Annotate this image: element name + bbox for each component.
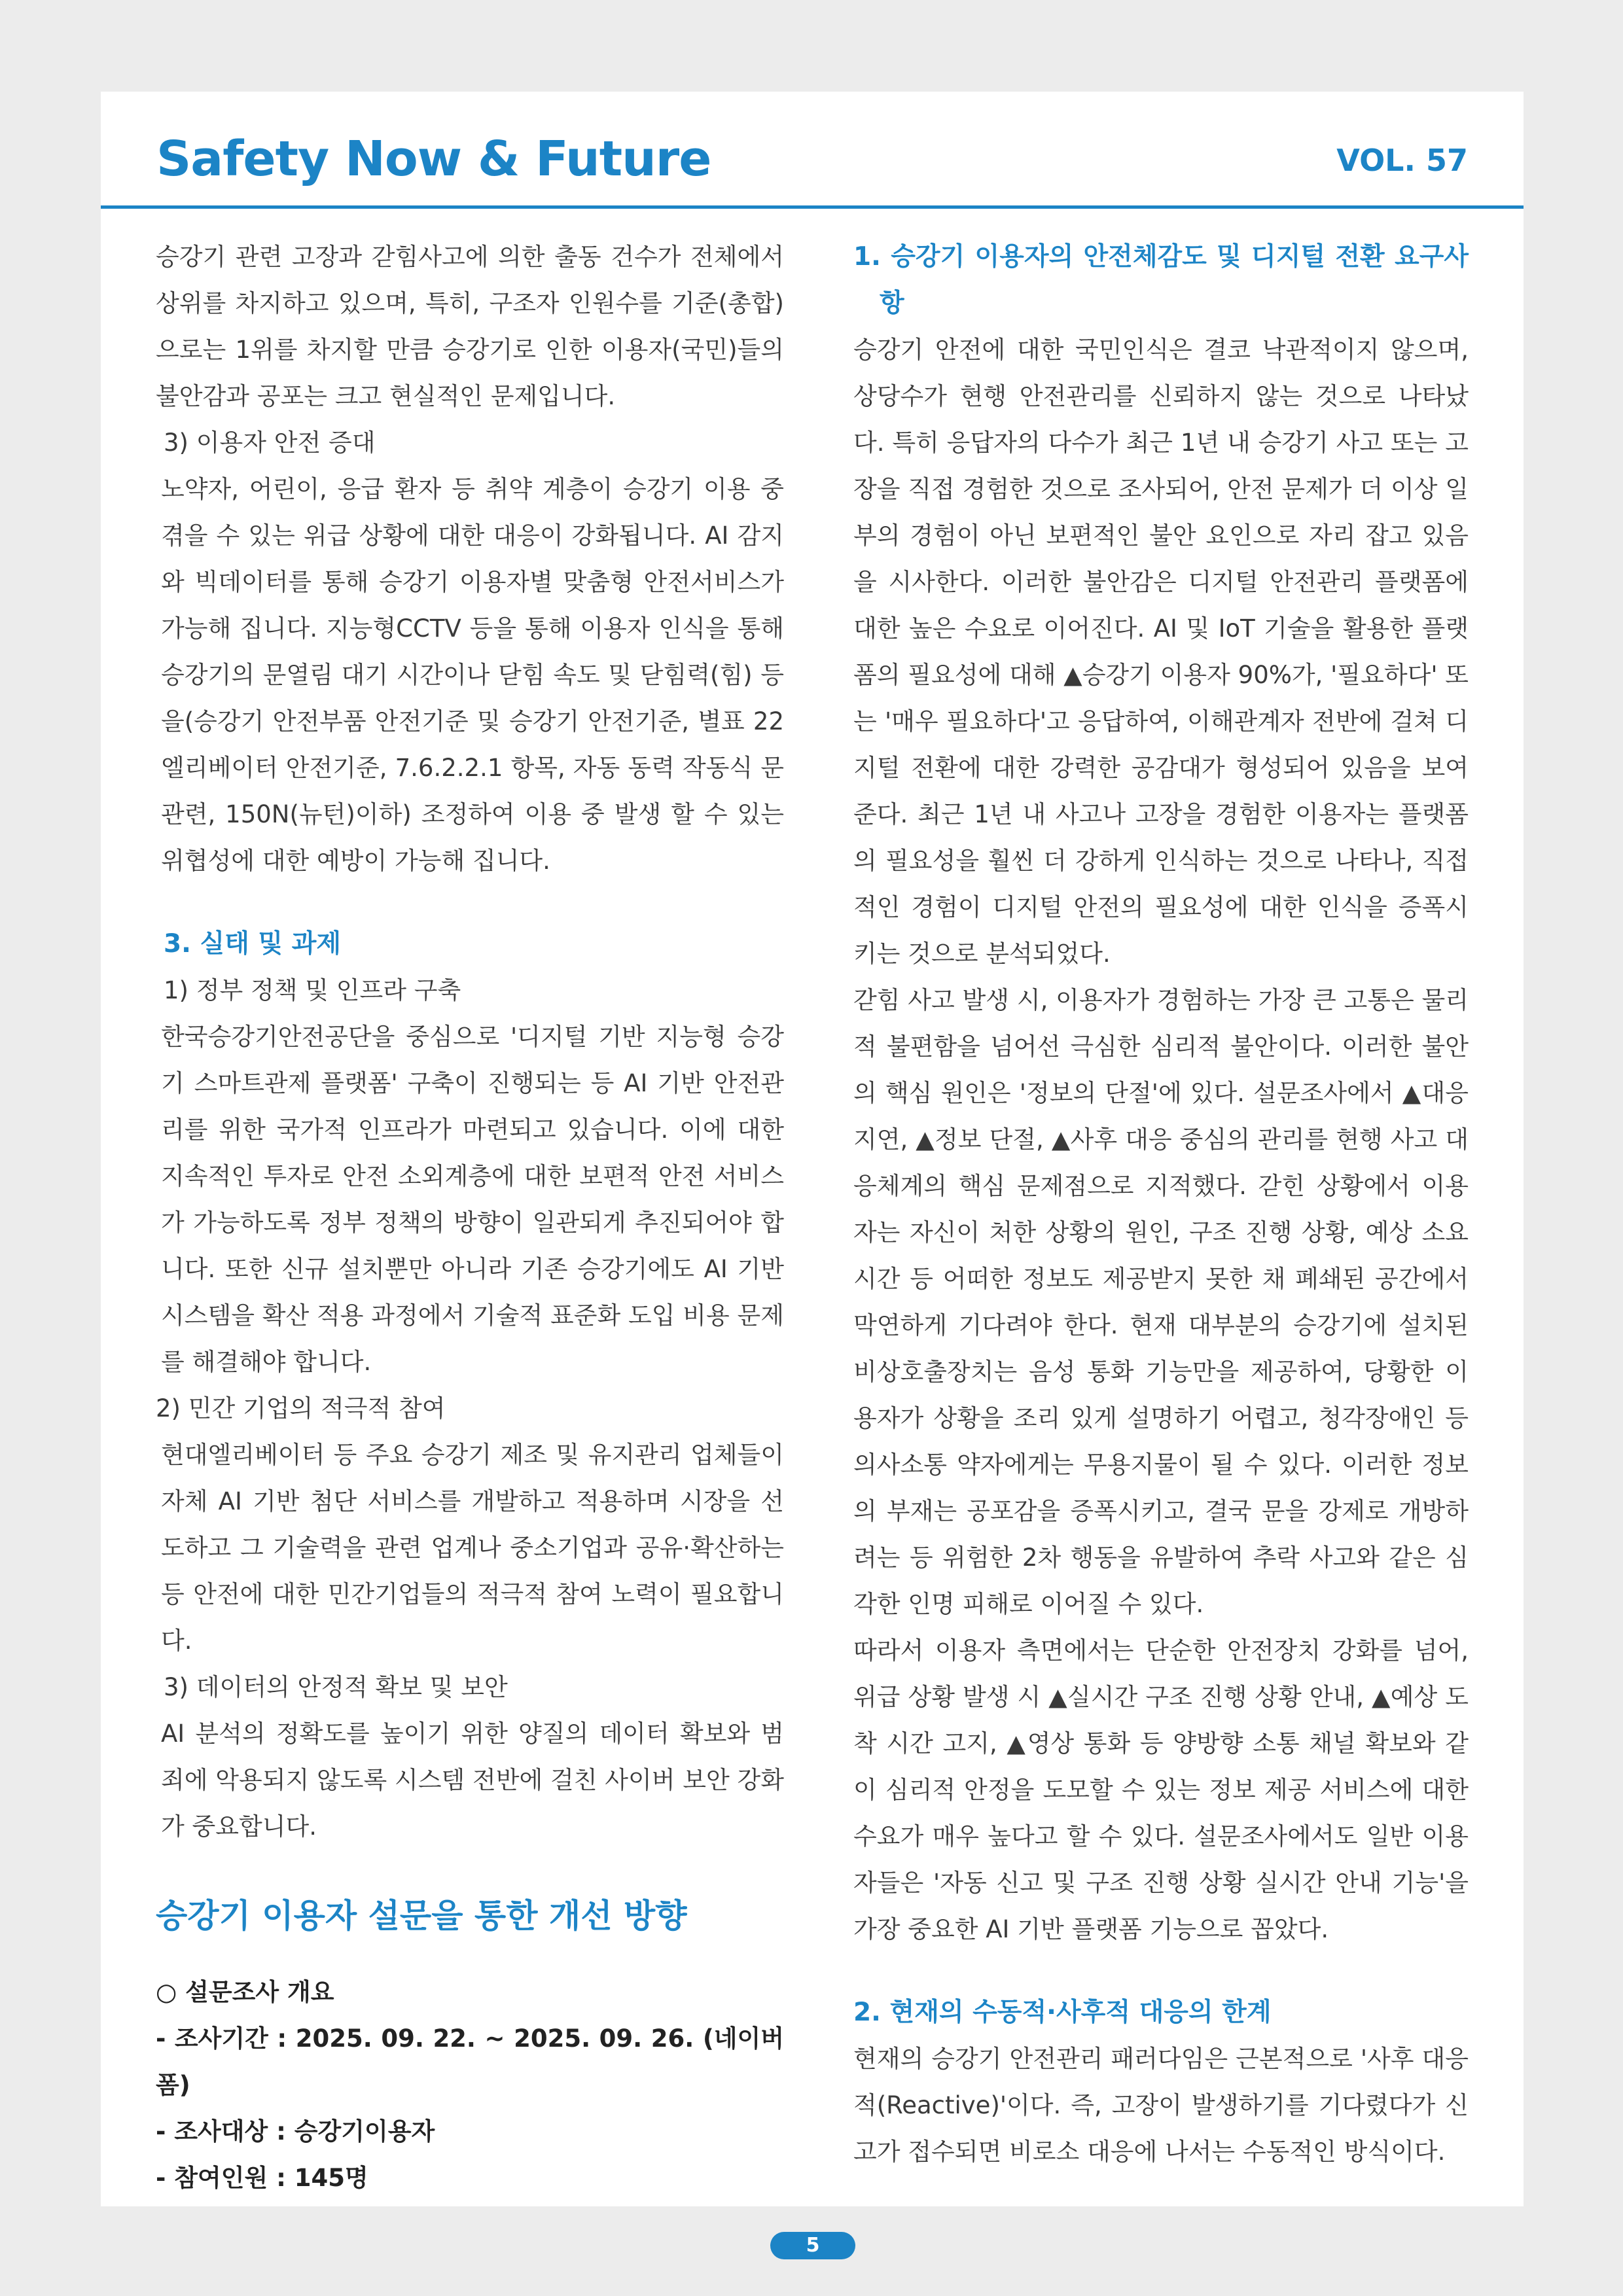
survey-period: - 조사기간 : 2025. 09. 22. ~ 2025. 09. 26. (네이버 폼) [156,2024,784,2099]
right-paragraph-2: 갇힘 사고 발생 시, 이용자가 경험하는 가장 큰 고통은 물리적 불편함을 넘어선 극심한 심리적 불안이다. 이러한 불안의 핵심 원인은 '정보의 단절'에 있다. 설문조사에서 ▲대응 지연, ▲정보 단절, ▲사후 대응 중심의 관리를 현행 사고 대응체계의 핵심 문제점으로 지적했다. 갇힌 상황에서 이용자는 자신이 처한 상황의 원인, 구조 진행 상황, 예상 소요 시간 등 어떠한 정보도 제공받지 못한 채 폐쇄된 공간에서 막연하게 기다려야 한다. 현재 대부분의 승강기에 설치된 비상호출장치는 음성 통화 기능만을 제공하여, 당황한 이용자가 상황을 조리 있게 설명하기 어렵고, 청각장애인 등 의사소통 약자에게는 무용지물이 될 수 있다. 이러한 정보의 부재는 공포감을 증폭시키고, 결국 문을 강제로 개방하려는 등 위험한 2차 행동을 유발하여 추락 사고와 같은 심각한 인명 피해로 이어질 수 있다. [853,986,1469,1618]
s3-item3-body: AI 분석의 정확도를 높이기 위한 양질의 데이터 확보와 범죄에 악용되지 않도록 시스템 전반에 걸친 사이버 보안 강화가 중요합니다. [161,1720,784,1841]
subsection1-title: 1. 승강기 이용자의 안전체감도 및 디지털 전환 요구사항 [853,242,1469,318]
right-paragraph-4: 현재의 승강기 안전관리 패러다임은 근본적으로 '사후 대응적(Reactive)'이다. 즉, 고장이 발생하기를 기다렸다가 신고가 접수되면 비로소 대응에 나서는 수동적인 방식이다. [853,2045,1469,2166]
page-sheet [101,92,1524,2206]
s3-item3-title: 3) 데이터의 안정적 확보 및 보안 [164,1673,508,1701]
s3-item1-body: 한국승강기안전공단을 중심으로 '디지털 기반 지능형 승강기 스마트관제 플랫폼' 구축이 진행되는 등 AI 기반 안전관리를 위한 국가적 인프라가 마련되고 있습니다. 이에 대한 지속적인 투자로 안전 소외계층에 대한 보편적 안전 서비스가 가능하도록 정부 정책의 방향이 일관되게 추진되어야 합니다. 또한 신규 설치뿐만 아니라 기존 승강기에도 AI 기반 시스템을 확산 적용 과정에서 기술적 표준화 도입 비용 문제를 해결해야 합니다. [161,1023,784,1376]
right-paragraph-3: 따라서 이용자 측면에서는 단순한 안전장치 강화를 넘어, 위급 상황 발생 시 ▲실시간 구조 진행 상황 안내, ▲예상 도착 시간 고지, ▲영상 통화 등 양방향 소통 채널 확보와 같이 심리적 안정을 도모할 수 있는 정보 제공 서비스에 대한 수요가 매우 높다고 할 수 있다. 설문조사에서도 일반 이용자들은 '자동 신고 및 구조 진행 상황 실시간 안내 기능'을 가장 중요한 AI 기반 플랫폼 기능으로 꼽았다. [853,1636,1469,1943]
survey-section-title: 승강기 이용자 설문을 통한 개선 방향 [156,1897,687,1935]
magazine-title: Safety Now & Future [156,131,711,187]
left-column [156,234,784,2201]
survey-overview-heading: ○ 설문조사 개요 [156,1978,334,2006]
masthead [156,131,1468,190]
item3-title: 3) 이용자 안전 증대 [164,429,376,457]
spacer [156,884,784,921]
item3-body: 노약자, 어린이, 응급 환자 등 취약 계층이 승강기 이용 중 겪을 수 있는 위급 상황에 대한 대응이 강화됩니다. AI 감지와 빅데이터를 통해 승강기 이용자별 맞춤형 안전서비스가 가능해 집니다. 지능형CCTV 등을 통해 이용자 인식을 통해 승강기의 문열림 대기 시간이나 닫힘 속도 및 닫힘력(힘) 등을(승강기 안전부품 안전기준 및 승강기 안전기준, 별표 22 엘리베이터 안전기준, 7.6.2.2.1 항목, 자동 동력 작동식 문 관련, 150N(뉴턴)이하) 조정하여 이용 중 발생 할 수 있는 위협성에 대한 예방이 가능해 집니다. [161,475,784,875]
header-rule [101,205,1524,209]
volume-label: VOL. 57 [1336,143,1468,178]
subsection2-title: 2. 현재의 수동적·사후적 대응의 한계 [853,1998,1272,2027]
section3-title: 3. 실태 및 과제 [164,929,342,959]
intro-paragraph: 승강기 관련 고장과 갇힘사고에 의한 출동 건수가 전체에서 상위를 차지하고 있으며, 특히, 구조자 인원수를 기준(총합)으로는 1위를 차지할 만큼 승강기로 인한 이용자(국민)들의 불안감과 공포는 크고 현실적인 문제입니다. [156,243,784,410]
spacer [853,1952,1469,1989]
spacer [156,1945,784,1969]
right-column [853,234,1469,2175]
survey-target: - 조사대상 : 승강기이용자 [156,2117,435,2146]
s3-item1-title: 1) 정부 정책 및 인프라 구축 [164,976,461,1004]
s3-item2-body: 현대엘리베이터 등 주요 승강기 제조 및 유지관리 업체들이 자체 AI 기반 첨단 서비스를 개발하고 적용하며 시장을 선도하고 그 기술력을 관련 업계나 중소기업과 공유·확산하는 등 안전에 대한 민간기업들의 적극적 참여 노력이 필요합니다. [161,1441,784,1655]
page-number-badge: 5 [770,2232,855,2259]
survey-participants: - 참여인원 : 145명 [156,2164,368,2192]
right-paragraph-1: 승강기 안전에 대한 국민인식은 결코 낙관적이지 않으며, 상당수가 현행 안전관리를 신뢰하지 않는 것으로 나타났다. 특히 응답자의 다수가 최근 1년 내 승강기 사고 또는 고장을 직접 경험한 것으로 조사되어, 안전 문제가 더 이상 일부의 경험이 아닌 보편적인 불안 요인으로 자리 잡고 있음을 시사한다. 이러한 불안감은 디지털 안전관리 플랫폼에 대한 높은 수요로 이어진다. AI 및 IoT 기술을 활용한 플랫폼의 필요성에 대해 ▲승강기 이용자 90%가, '필요하다' 또는 '매우 필요하다'고 응답하여, 이해관계자 전반에 걸쳐 디지털 전환에 대한 강력한 공감대가 형성되어 있음을 보여준다. 최근 1년 내 사고나 고장을 경험한 이용자는 플랫폼의 필요성을 훨씬 더 강하게 인식하는 것으로 나타나, 직접적인 경험이 디지털 안전의 필요성에 대한 인식을 증폭시키는 것으로 분석되었다. [853,336,1469,968]
s3-item2-title: 2) 민간 기업의 적극적 참여 [156,1394,446,1422]
spacer [156,1850,784,1886]
